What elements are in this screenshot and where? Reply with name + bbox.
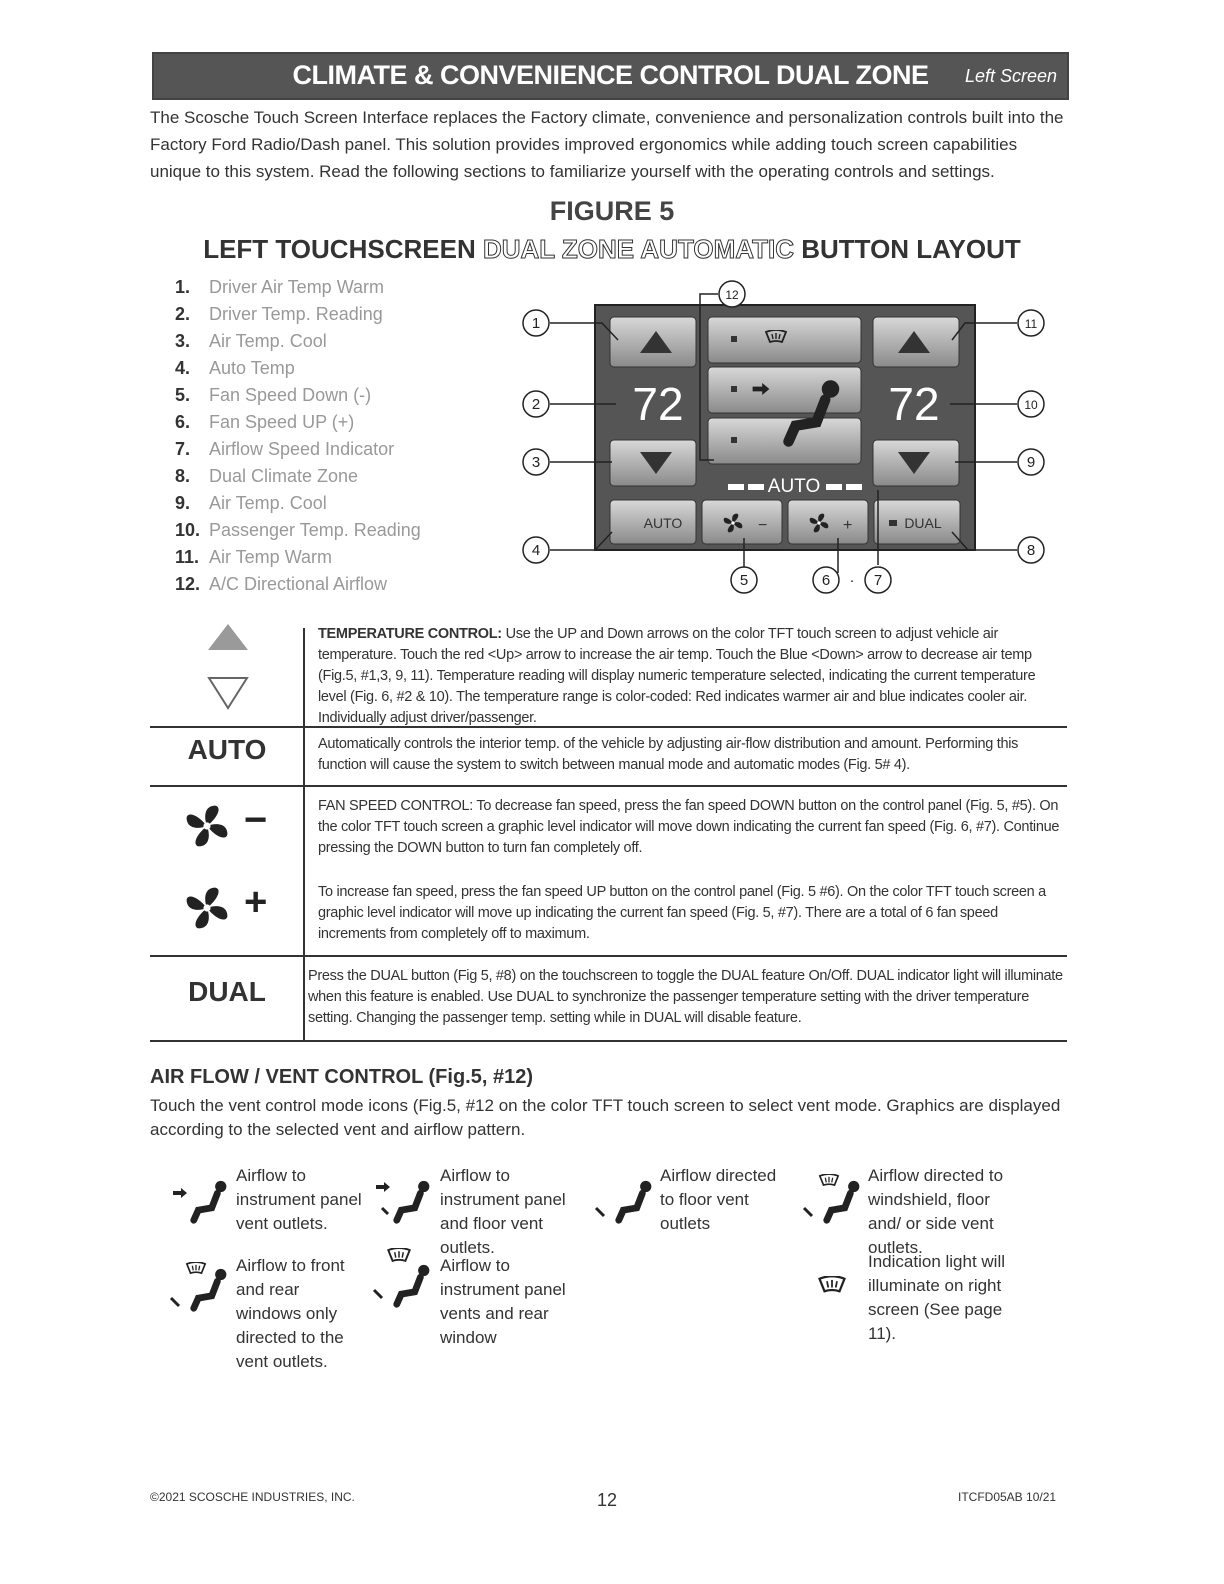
- legend-label: Auto Temp: [209, 358, 295, 378]
- legend-num: 2.: [175, 304, 191, 324]
- legend-label: A/C Directional Airflow: [209, 574, 388, 594]
- callout-3: 3: [531, 454, 541, 471]
- vent-indicator: [731, 336, 737, 342]
- callout-11: 11: [1024, 317, 1038, 331]
- figure-subtitle-end: BUTTON LAYOUT: [801, 234, 1021, 264]
- legend-label: Driver Air Temp Warm: [209, 277, 385, 297]
- airflow-panel-rear-icon: [368, 1246, 438, 1312]
- temperature-control-text: Use the UP and Down arrows on the color TFT touch screen to adjust vehicle air temperature. Touch the red <Up> arrow to increase the air temp. Touch the Blue <Down> arrow to decrease air temp (Fig.5, #1,3, 9, 11). Temperature reading will display numeric temperature selected, indicating the current temperature level (Fig. 6, #2 & 10). The temperature range is color-coded: Red indicates warmer air and blue indicates cooler air. Individually adjust driver/passenger.: [318, 626, 1036, 726]
- callout-6: 6: [821, 572, 831, 589]
- airflow-item-3: Airflow directed to floor vent outlets: [660, 1166, 777, 1233]
- legend-num: 8.: [175, 466, 191, 486]
- callout-12: 12: [725, 288, 739, 302]
- airflow-item-4: Airflow directed to windshield, floor and/ or side vent outlets.: [868, 1166, 1004, 1257]
- fan-up-button[interactable]: [788, 500, 868, 544]
- airflow-floor-icon: [590, 1168, 660, 1228]
- fan-up-description: To increase fan speed, press the fan speed UP button on the control panel (Fig. 5 #6). On the color TFT touch screen a graphic level indicator will move up indicating the current fan speed (Fig. 5, #7). There are a total of 6 fan speed increments from completely off to maximum.: [318, 884, 1046, 942]
- airflow-item-5: Airflow to front and rear windows only directed to the vent outlets.: [236, 1256, 345, 1371]
- auto-label: AUTO: [187, 734, 267, 765]
- callout-5: 5: [739, 572, 749, 589]
- airflow-item-6: Airflow to instrument panel vents and rear window: [440, 1256, 566, 1347]
- table-divider: [150, 785, 1067, 787]
- fan-down-description: FAN SPEED CONTROL: To decrease fan speed, press the fan speed DOWN button on the control panel (Fig. 5, #5). On the color TFT touch screen a graphic level indicator will move down indicating the current fan speed (Fig. 6, #7). Continue pressing the DOWN button to turn fan completely off.: [318, 798, 1060, 856]
- touchscreen-diagram: [0, 0, 1224, 610]
- temperature-control-description: [318, 624, 1063, 729]
- fan-icon: [183, 802, 233, 852]
- legend-label: Dual Climate Zone: [209, 466, 359, 486]
- rear-defrost-icon: [815, 1274, 855, 1304]
- dual-button-label: DUAL: [904, 515, 942, 531]
- callout-2: 2: [531, 396, 541, 413]
- legend-label: Driver Temp. Reading: [209, 304, 383, 324]
- arrow-down-icon: [209, 678, 247, 708]
- airflow-front-rear-icon: [165, 1256, 235, 1316]
- dual-description: Press the DUAL button (Fig 5, #8) on the touchscreen to toggle the DUAL feature On/Off. DUAL indicator light will illuminate when this feature is enabled. Use DUAL to synchronize the passenger temperature setting with the driver temperature setting. Changing the passenger temp. setting while in DUAL will disable feature.: [308, 968, 1063, 1026]
- temperature-control-label: TEMPERATURE CONTROL:: [318, 626, 502, 642]
- auto-indicator: AUTO: [767, 476, 821, 497]
- legend-num: 5.: [175, 385, 191, 405]
- footer-copyright: ©2021 SCOSCHE INDUSTRIES, INC.: [150, 1490, 355, 1504]
- airflow-item-7: Indication light will illuminate on right screen (See page 11).: [868, 1252, 1006, 1343]
- figure-subtitle-outline: DUAL ZONE AUTOMATIC: [482, 234, 794, 264]
- airflow-panel-floor-icon: [368, 1168, 438, 1228]
- airflow-heading: AIR FLOW / VENT CONTROL (Fig.5, #12): [150, 1066, 533, 1088]
- callout-10: 10: [1024, 398, 1038, 412]
- legend-label: Passenger Temp. Reading: [209, 520, 421, 540]
- legend-label: Airflow Speed Indicator: [209, 439, 395, 459]
- footer-doc-code: ITCFD05AB 10/21: [958, 1490, 1057, 1504]
- dual-label: DUAL: [188, 976, 266, 1007]
- table-divider-vertical: [303, 628, 305, 1042]
- legend-num: 12.: [175, 574, 201, 594]
- page-subtitle: Left Screen: [964, 66, 1057, 86]
- legend-num: 9.: [175, 493, 191, 513]
- airflow-windshield-floor-icon: [798, 1168, 868, 1228]
- fan-minus-symbol: −: [244, 798, 268, 842]
- callout-4: 4: [531, 542, 541, 559]
- callout-7: 7: [873, 572, 883, 589]
- legend-num: 1.: [175, 277, 191, 297]
- airflow-panel-icon: [165, 1168, 235, 1228]
- vent-indicator: [731, 386, 737, 392]
- page-number: 12: [597, 1490, 618, 1510]
- fan-icon: [183, 884, 233, 934]
- callout-separator: ·: [849, 572, 855, 589]
- vent-indicator: [731, 437, 737, 443]
- table-divider: [150, 1040, 1067, 1042]
- auto-description: Automatically controls the interior temp. of the vehicle by adjusting air-flow distribution and amount. Performing this function will cause the system to switch between manual mode and automatic modes (Fig. 5# 4).: [318, 736, 1019, 773]
- fan-down-button[interactable]: [702, 500, 782, 544]
- airflow-item-2: Airflow to instrument panel and floor vent outlets.: [440, 1166, 566, 1257]
- legend-label: Fan Speed Down (-): [209, 385, 372, 405]
- table-divider: [150, 955, 1067, 957]
- legend-num: 3.: [175, 331, 191, 351]
- fan-up-label: +: [843, 517, 853, 534]
- intro-paragraph: The Scosche Touch Screen Interface replaces the Factory climate, convenience and personalization controls built into the Factory Ford Radio/Dash panel. This solution provides improved ergonomics while adding touch screen capabilities unique to this system. Read the following sections to familiarize yourself with the operating controls and settings.: [150, 108, 1064, 181]
- legend-label: Air Temp. Cool: [209, 493, 327, 513]
- callout-1: 1: [531, 315, 541, 332]
- temp-arrows: [200, 622, 260, 722]
- airflow-item-1: Airflow to instrument panel vent outlets.: [236, 1166, 362, 1233]
- figure-subtitle-start: LEFT TOUCHSCREEN: [203, 234, 476, 264]
- legend-num: 4.: [175, 358, 191, 378]
- legend-num: 6.: [175, 412, 191, 432]
- legend-label: Fan Speed UP (+): [209, 412, 355, 432]
- driver-temp-reading: 72: [632, 378, 684, 430]
- fan-plus-symbol: +: [244, 880, 268, 924]
- figure-title: FIGURE 5: [549, 196, 675, 226]
- legend-num: 11.: [175, 547, 200, 567]
- auto-button-label: AUTO: [643, 515, 683, 531]
- legend-num: 10.: [175, 520, 201, 540]
- vent-mode-windshield-button[interactable]: [708, 317, 861, 363]
- page-title: CLIMATE & CONVENIENCE CONTROL DUAL ZONE: [292, 60, 929, 90]
- legend-label: Air Temp. Cool: [209, 331, 327, 351]
- passenger-temp-reading: 72: [888, 378, 940, 430]
- arrow-up-icon: [208, 624, 248, 650]
- callout-9: 9: [1026, 454, 1036, 471]
- callout-8: 8: [1026, 542, 1036, 559]
- legend-label: Air Temp Warm: [209, 547, 333, 567]
- fan-down-label: −: [758, 517, 768, 534]
- airflow-intro: Touch the vent control mode icons (Fig.5, #12 on the color TFT touch screen to select vent mode. Graphics are displayed according to the selected vent and airflow pattern.: [150, 1096, 1061, 1139]
- legend-num: 7.: [175, 439, 191, 459]
